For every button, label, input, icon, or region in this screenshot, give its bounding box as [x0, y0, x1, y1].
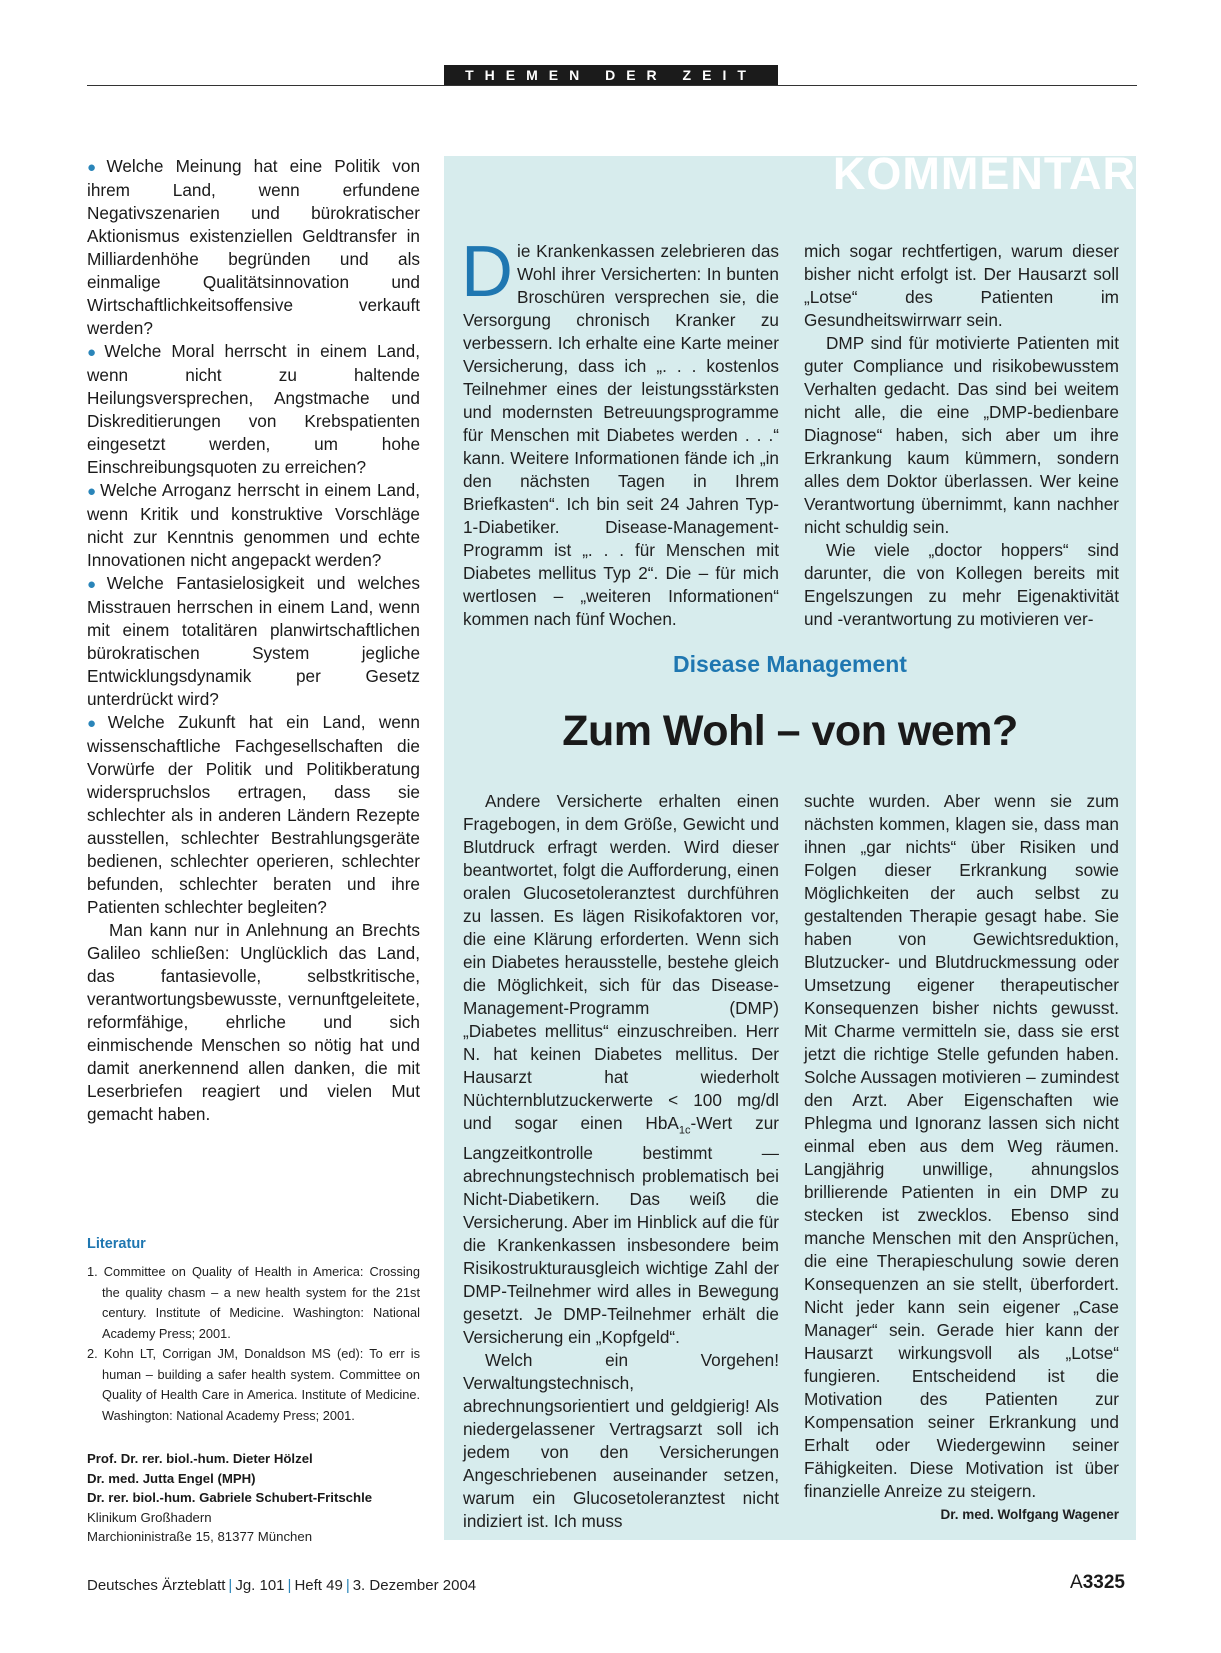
commentary-label: KOMMENTAR — [832, 148, 1136, 199]
bullet-icon: ● — [87, 576, 104, 593]
issue: Heft 49 — [294, 1577, 343, 1594]
author-block — [87, 1449, 427, 1547]
literature-item: 1. Committee on Quality of Health in America: Crossing the quality chasm – a new health system for the 21st century. Institute of Medicine. Washington: National Academy Press; 2001. — [87, 1264, 420, 1341]
commentary-column-bottom-left — [463, 790, 779, 1533]
article-headline: Zum Wohl – von wem? — [562, 707, 1018, 755]
author-address: Marchioninistraße 15, 81377 München — [87, 1529, 313, 1545]
drop-cap: D — [461, 232, 513, 312]
literature-title: Literatur — [87, 1236, 146, 1252]
subscript: 1c — [678, 1124, 691, 1137]
literature-item: 2. Kohn LT, Corrigan JM, Donaldson MS (ed): To err is human – building a safer health system. Committee on Quality of Health Care in America. Institute of Medicine. Washington: National Academy Press; 2001. — [87, 1346, 420, 1423]
author-name: Dr. med. Jutta Engel (MPH) — [87, 1470, 256, 1486]
bullet-icon: ● — [87, 344, 102, 361]
separator: | — [345, 1577, 350, 1594]
author-name: Prof. Dr. rer. biol.-hum. Dieter Hölzel — [87, 1451, 313, 1466]
bullet-icon: ● — [87, 715, 105, 732]
left-column — [87, 155, 420, 1126]
question-paragraph: ● Welche Meinung hat eine Politik von ihrem Land, wenn erfundene Negativszenarien und bürokratischer Aktionismus existenziellen Geldtransfer in Milliardenhöhe begründen und als einmalige Qualitätsinnovation und Wirtschaftlichkeitsoffensive verkauft werden? — [87, 156, 421, 338]
commentary-signature: Dr. med. Wolfgang Wagener — [940, 1507, 1119, 1522]
commentary-paragraph: DMP sind für motivierte Patienten mit guter Compliance und risikobewusstem Verhalten gedacht. Das sind bei weitem nicht alle, die eine „DMP-bedienbare Diagnose“ haben, sich aber um ihre Erkrankung kaum kümmern, sondern alles dem Doktor überlassen. Wer keine Verantwortung übernimmt, kann nachher nicht schuldig sein. — [804, 333, 1119, 537]
footer — [87, 1577, 476, 1594]
issue-date: 3. Dezember 2004 — [352, 1577, 477, 1594]
closing-paragraph: Man kann nur in Anlehnung an Brechts Galileo schließen: Unglücklich das Land, das fantasievolle, selbstkritische, verantwortungsbewusste, vernunftgeleitete, reformfähige, ehrliche und sich einmischende Menschen so nötig hat und damit anerkennend allen danken, die mit Leserbriefen reagiert und vielen Mut gemacht haben. — [87, 920, 420, 1124]
author-institution: Klinikum Großhadern — [87, 1509, 212, 1525]
commentary-paragraph: mich sogar rechtfertigen, warum dieser bisher nicht erfolgt ist. Der Hausarzt soll „Lotse“ des Patienten im Gesundheitswirrwarr sein. — [804, 241, 1119, 330]
commentary-paragraph: Welch ein Vorgehen! Verwaltungstechnisch, abrechnungsorientiert und geldgierig! Als niedergelassener Vertragsarzt soll ich jedem von den Versicherungen Angeschriebenen auseinander setzen, warum ein Glucosetoleranztest nicht indiziert ist. Ich muss — [463, 1350, 779, 1532]
separator: | — [287, 1577, 292, 1594]
separator: | — [228, 1577, 233, 1594]
question-paragraph: ● Welche Moral herrscht in einem Land, wenn nicht zu haltende Heilungsversprechen, Angstmache und Diskreditierungen von Krebspatienten eingesetzt werden, um hohe Einschreibungsquoten zu erreichen? — [87, 341, 420, 477]
header-rule — [87, 85, 1137, 86]
page-number-value: 3325 — [1082, 1572, 1125, 1593]
literature-block — [87, 1236, 420, 1426]
page-number — [1070, 1572, 1125, 1594]
bullet-icon: ● — [87, 483, 98, 500]
commentary-paragraph: Die Krankenkassen zelebrieren das Wohl ihrer Versicherten: In bunten Broschüren versprechen sie, die Versorgung chronisch Kranker zu verbessern. Ich erhalte eine Karte meiner Versicherung, dass ich „. . . kostenlos Teilnehmer eines der leistungsstärksten und modernsten Betreuungsprogramme für Menschen mit Diabetes werden . . .“ kann. Weitere Informationen fände ich „in den nächsten Tagen in Ihrem Briefkasten“. Ich bin seit 24 Jahren Typ-1-Diabetiker. Disease-Management-Programm ist „. . . für Menschen mit Diabetes mellitus Typ 2“. Die – für mich wertlosen – „weiteren Informationen“ kommen nach fünf Wochen. — [461, 232, 779, 629]
volume: Jg. 101 — [235, 1577, 285, 1594]
question-paragraph: ● Welche Fantasielosigkeit und welches Misstrauen herrschen in einem Land, wenn mit einem totalitären planwirtschaftlichen bürokratischen System jegliche Entwicklungsdynamik per Gesetz unterdrückt wird? — [87, 573, 420, 709]
commentary-paragraph: suchte wurden. Aber wenn sie zum nächsten kommen, klagen sie, dass man ihnen „gar nichts“ über Risiken und Folgen dieser Erkrankung sowie Möglichkeiten der auch selbst zu gestaltenden Therapie gesagt habe. Sie haben von Gewichtsreduktion, Blutzucker- und Blutdruckmessung oder Umsetzung eigener therapeutischer Konsequenzen bisher nichts gewusst. Mit Charme vermitteln sie, dass sie erst jetzt die richtige Stelle gefunden haben. Solche Aussagen motivieren – zumindest den Arzt. Aber Eigenschaften wie Phlegma und Ignoranz lassen sich nicht einmal eben aus dem Weg räumen. Langjährig unwillige, ahnungslos brillierende Patienten in ein DMP zu stecken ist zwecklos. Ebenso sind manche Menschen mit den Ansprüchen, die eine Therapieschulung sowie deren Konsequenzen an sie stellt, überfordert. Nicht jeder kann sein eigener „Case Manager“ sein. Gerade hier kann der Hausarzt wirkungsvoll als „Lotse“ fungieren. Entscheidend ist die Motivation des Patienten zur Kompensation seiner Erkrankung und Erhalt oder Wiedergewinn seiner Fähigkeiten. Diese Motivation ist über finanzielle Anreize zu steigern. Dr. med. Wolfgang Wagener — [804, 790, 1119, 1503]
bullet-icon: ● — [87, 159, 104, 176]
section-label: THEMEN DER ZEIT — [444, 65, 778, 86]
commentary-column-top-left — [461, 232, 779, 631]
commentary-paragraph: Andere Versicherte erhalten einen Fragebogen, in dem Größe, Gewicht und Blutdruck erfragt werden. Wird dieser beantwortet, folgt die Aufforderung, einen oralen Glucosetoleranztest durchführen zu lassen. Es lägen Risikofaktoren vor, die eine Klärung erforderten. Wenn sich ein Diabetes herausstelle, bestehe gleich die Möglichkeit, sich für das Disease-Management-Programm (DMP) „Diabetes mellitus“ einzuschreiben. Herr N. hat keinen Diabetes mellitus. Der Hausarzt hat wiederholt Nüchternblutzuckerwerte < 100 mg/dl und sogar einen HbA$_{1c}$-Wert zur Langzeitkontrolle bestimmt — abrechnungstechnisch problematisch bei Nicht-Diabetikern. Das weiß die Versicherung. Aber im Hinblick auf die für die Krankenkassen insbesondere beim Risikostrukturausgleich wichtige Zahl der DMP-Teilnehmer wird alles in Bewegung gesetzt. Je DMP-Teilnehmer erhält die Versicherung ein „Kopfgeld“. — [463, 791, 779, 1348]
page-prefix: A — [1070, 1572, 1083, 1593]
article-kicker: Disease Management — [673, 651, 907, 677]
question-paragraph: ● Welche Arroganz herrscht in einem Land, wenn Kritik und konstruktive Vorschläge nicht zur Kenntnis genommen und echte Innovationen nicht angepackt werden? — [87, 480, 420, 570]
author-name: Dr. rer. biol.-hum. Gabriele Schubert-Fritschle — [87, 1490, 373, 1506]
question-paragraph: ● Welche Zukunft hat ein Land, wenn wissenschaftliche Fachgesellschaften die Vorwürfe der Politik und Politikberatung widerspruchslos ertragen, dass sie schlechter als in anderen Ländern Rezepte ausstellen, schlechter Bestrahlungsgeräte bedienen, schlechter operieren, schlechter befunden, schlechter beraten und ihre Patienten schlechter begleiten? — [87, 712, 420, 917]
commentary-column-top-right — [804, 240, 1119, 631]
journal-name: Deutsches Ärzteblatt — [87, 1577, 226, 1594]
commentary-column-bottom-right — [804, 790, 1119, 1526]
commentary-paragraph: Wie viele „doctor hoppers“ sind darunter, die von Kollegen bereits mit Engelszungen zu mehr Eigenaktivität und -verantwortung zu motivieren ver- — [804, 540, 1119, 629]
